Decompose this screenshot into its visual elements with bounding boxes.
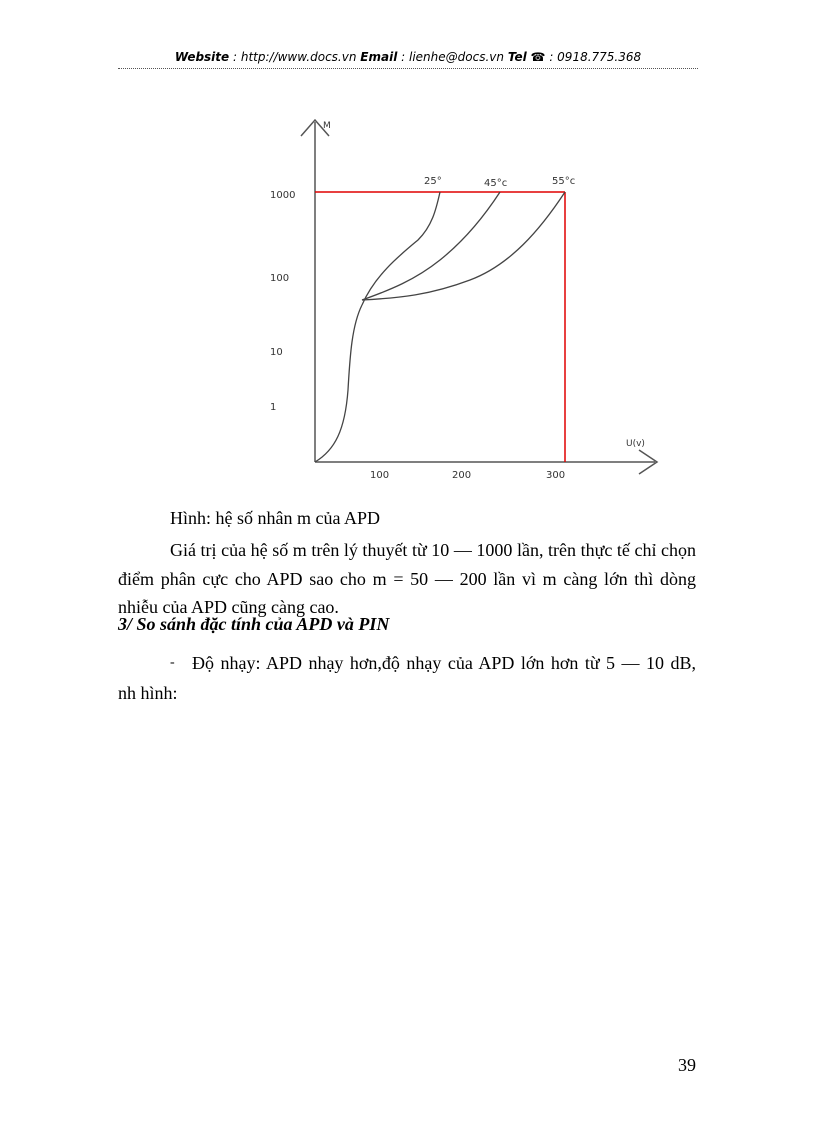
x-tick-label: 300 bbox=[546, 470, 566, 481]
curve-25 bbox=[362, 192, 440, 305]
y-tick-label: 100 bbox=[270, 273, 290, 284]
gain-chart bbox=[250, 110, 670, 490]
section-heading: 3/ So sánh đặc tính của APD và PIN bbox=[118, 614, 390, 634]
x-tick-label: 200 bbox=[452, 470, 472, 481]
series-label-55: 55°c bbox=[552, 176, 576, 187]
curve-55 bbox=[362, 192, 565, 300]
x-axis-label: U(v) bbox=[626, 439, 645, 449]
website-label: Website bbox=[174, 50, 230, 64]
tel-value: : 0918.775.368 bbox=[549, 50, 642, 64]
series-label-25: 25° bbox=[424, 176, 442, 187]
email-value: : lienhe@docs.vn bbox=[401, 50, 504, 64]
page-header bbox=[118, 50, 698, 68]
curve-45 bbox=[362, 192, 500, 300]
email-label: Email bbox=[360, 50, 398, 64]
bullet-line-1: Độ nhạy: APD nhạy hơn,độ nhạy của APD lớn hơn từ 5 — 10 dB, bbox=[192, 653, 696, 673]
header-divider bbox=[118, 68, 698, 69]
x-tick-label: 100 bbox=[370, 470, 390, 481]
curve-base bbox=[315, 305, 362, 462]
series-label-45: 45°c bbox=[484, 178, 508, 189]
y-tick-label: 1 bbox=[270, 402, 277, 413]
y-axis-label: M bbox=[323, 121, 331, 131]
bullet-marker: - bbox=[170, 655, 175, 670]
phone-icon: ☎ bbox=[530, 50, 546, 64]
chart-svg bbox=[250, 110, 670, 490]
tel-label: Tel bbox=[507, 50, 527, 64]
bullet-line-2: nh hình: bbox=[118, 683, 178, 703]
page-number: 39 bbox=[678, 1055, 696, 1075]
website-value: : http://www.docs.vn bbox=[233, 50, 357, 64]
figure-caption: Hình: hệ số nhân m của APD bbox=[170, 508, 380, 528]
body-paragraph bbox=[118, 536, 696, 622]
y-tick-label: 10 bbox=[270, 347, 283, 358]
paragraph-text: Giá trị của hệ số m trên lý thuyết từ 10 — 1000 lần, trên thực tế chỉ chọn điểm phân cực cho APD sao cho m = 50 — 200 lần vì m càng lớn thì dòng nhiễu của APD cũng càng cao. bbox=[118, 540, 696, 617]
bullet-item bbox=[118, 648, 696, 708]
y-tick-label: 1000 bbox=[270, 190, 296, 201]
